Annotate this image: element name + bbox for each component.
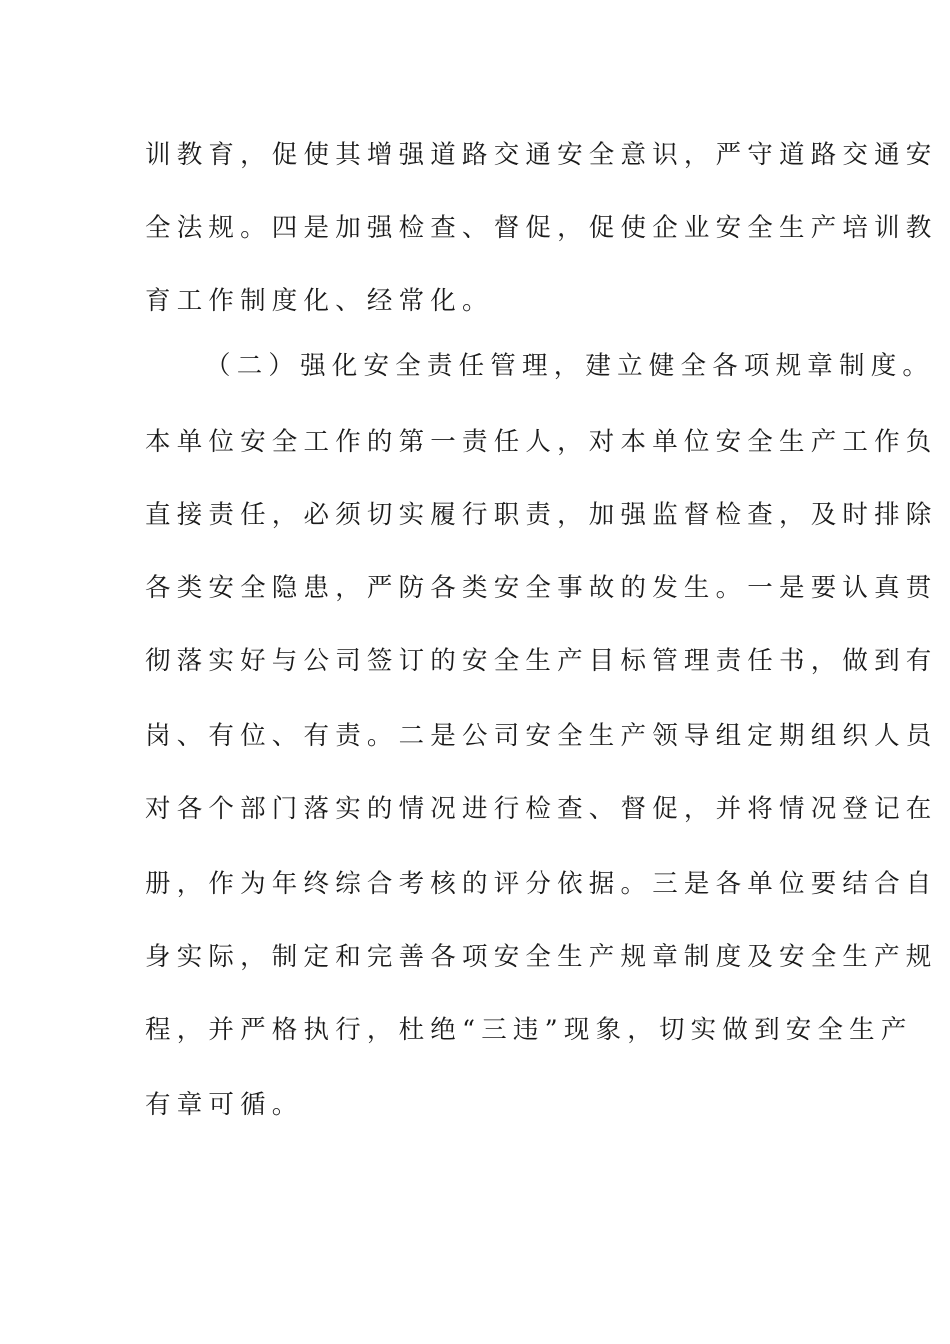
body-text-line: 训教育，促使其增强道路交通安全意识，严守道路交通安: [145, 140, 938, 170]
body-text-line: 全法规。四是加强检查、督促，促使企业安全生产培训教: [145, 213, 938, 243]
body-text-line: 岗、有位、有责。二是公司安全生产领导组定期组织人员: [145, 721, 938, 751]
body-text-line: 程，并严格执行，杜绝“三违”现象，切实做到安全生产: [145, 1015, 913, 1045]
body-text-line: 各类安全隐患，严防各类安全事故的发生。一是要认真贯: [145, 573, 938, 603]
body-text-line: 有章可循。: [145, 1090, 304, 1120]
section-heading: （二）强化安全责任管理，建立健全各项规章制度。: [205, 351, 935, 381]
body-text-line: 本单位安全工作的第一责任人，对本单位安全生产工作负: [145, 427, 938, 457]
body-text-line: 直接责任，必须切实履行职责，加强监督检查，及时排除: [145, 500, 938, 530]
body-text-line: 彻落实好与公司签订的安全生产目标管理责任书，做到有: [145, 646, 938, 676]
body-text-line: 册，作为年终综合考核的评分依据。三是各单位要结合自: [145, 869, 938, 899]
body-text-line: 对各个部门落实的情况进行检查、督促，并将情况登记在: [145, 794, 938, 824]
body-text-line: 身实际，制定和完善各项安全生产规章制度及安全生产规: [145, 942, 938, 972]
body-text-line: 育工作制度化、经常化。: [145, 286, 494, 316]
